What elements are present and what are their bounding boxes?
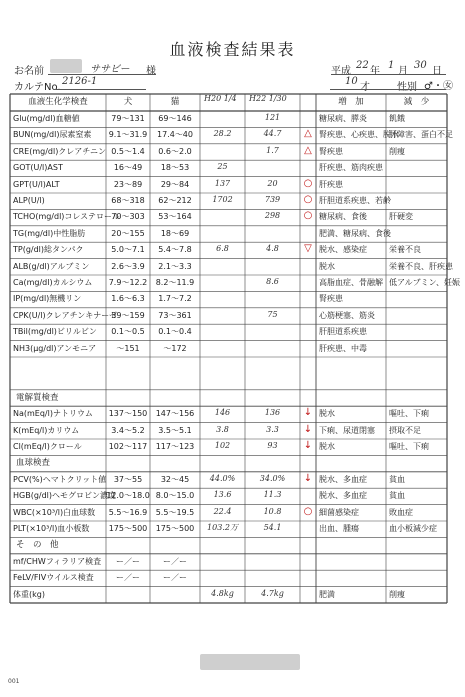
cell-cat-range: ー／ー [163, 573, 187, 583]
cell-increase: 脱水、多血症 [319, 491, 367, 501]
cell-value-date2: 739 [264, 195, 281, 204]
cell-value-date2: 3.3 [266, 424, 279, 434]
cell-value-date1: 102 [214, 441, 231, 450]
col-header-dog: 犬 [123, 97, 133, 107]
cell-cat-range: 18〜69 [160, 228, 190, 238]
cell-decrease: 貧血 [389, 491, 405, 501]
cell-decrease: 貧血 [389, 474, 405, 484]
cell-value-date2: 34.0% [259, 473, 286, 483]
cell-dog-range: 3.4〜5.2 [111, 425, 145, 435]
cell-increase: 脱水 [319, 409, 335, 419]
owner-label: お名前 [14, 66, 44, 77]
cell-decrease: 肝障害、蛋白不足 [389, 130, 453, 140]
cell-flag-mark: ↓ [303, 423, 313, 435]
cell-value-date2: 44.7 [263, 129, 282, 139]
cell-cat-range: 3.5〜5.1 [158, 425, 192, 435]
cell-value-date1: 3.8 [216, 424, 229, 434]
cell-increase: 肝胆道系疾患 [319, 327, 367, 337]
cell-item: TBil(mg/dl)ビリルビン [13, 327, 97, 337]
page-title: 血液検査結果表 [169, 40, 296, 59]
cell-decrease: 嘔吐、下痢 [389, 409, 429, 419]
col-header-decrease: 減 少 [403, 97, 430, 107]
date-day-unit: 日 [432, 66, 442, 77]
col-header-date2: H22 1/30 [249, 94, 287, 103]
cell-item: Cl(mEq/l)クロール [13, 442, 82, 451]
cell-value-date1: 103.2万 [207, 523, 238, 532]
cell-item: TCHO(mg/dl)コレステロール [13, 212, 120, 222]
cell-increase: 脱水、感染症 [319, 245, 367, 255]
cell-value-date1: 1702 [212, 195, 233, 204]
cell-item: PCV(%)ヘマトクリット値 [13, 474, 107, 484]
cell-decrease: 肝硬変 [389, 212, 413, 222]
cell-dog-range: 0.5〜1.4 [111, 146, 145, 156]
cell-decrease: 栄養不良 [389, 245, 421, 255]
cell-cat-range: 117〜123 [155, 442, 195, 451]
cell-item: Na(mEq/l)ナトリウム [13, 409, 93, 419]
chart-number: 2126-1 [62, 76, 98, 87]
cell-value-date2: 20 [267, 178, 278, 188]
cell-value-date1: 4.8kg [211, 588, 234, 598]
cell-decrease: 栄養不良、肝疾患 [389, 261, 453, 271]
cell-item: K(mEq/l)カリウム [13, 425, 80, 435]
cell-cat-range: 29〜84 [160, 179, 190, 189]
cell-item: mf/CHWフィラリア検査 [13, 556, 102, 566]
cell-dog-range: 12.0〜18.0 [106, 491, 150, 501]
cell-item: ALP(U/l) [13, 196, 45, 205]
cell-flag-mark: ↓ [303, 472, 313, 484]
cell-cat-range: 62〜212 [158, 196, 192, 205]
cell-value-date1: 22.4 [213, 506, 232, 516]
cell-decrease: 血小板減少症 [389, 524, 437, 533]
cell-value-date2: 54.1 [263, 523, 282, 532]
cell-flag-mark: ↓ [303, 407, 313, 419]
cell-increase: 下痢、尿道閉塞 [319, 425, 375, 435]
cell-value-date1: 44.0% [209, 473, 236, 483]
cell-value-date2: 4.7kg [261, 588, 284, 598]
cell-dog-range: 20〜155 [111, 228, 145, 238]
cell-dog-range: ー／ー [116, 556, 140, 566]
cell-value-date2: 121 [264, 113, 281, 122]
cell-cat-range: 5.4〜7.8 [158, 245, 192, 255]
cell-cat-range: 53〜164 [158, 212, 192, 222]
cell-value-date2: 11.3 [263, 490, 282, 500]
cell-increase: 心筋梗塞、筋炎 [319, 310, 375, 320]
cell-decrease: 嘔吐、下痢 [389, 442, 429, 451]
cell-dog-range: 70〜303 [111, 212, 145, 222]
col-header-increase: 増 加 [338, 97, 364, 107]
cell-cat-range: 0.6〜2.0 [158, 146, 192, 156]
cell-cat-range: 〜172 [163, 343, 187, 353]
cell-increase: 細菌感染症 [319, 507, 359, 517]
cell-flag-mark: ↓ [303, 440, 313, 451]
date-day: 30 [414, 60, 427, 71]
cell-increase: 出血、腫瘍 [319, 524, 359, 533]
cell-increase: 肥満、糖尿病、食後 [319, 228, 391, 238]
cell-increase: 糖尿病、膵炎 [319, 114, 367, 123]
cell-dog-range: 7.9〜12.2 [108, 278, 148, 287]
chart-label: カルテNo. [14, 82, 61, 93]
sex-label: 性別 [397, 82, 417, 93]
cell-dog-range: 68〜318 [111, 196, 145, 205]
cell-flag-mark: ○ [303, 177, 313, 189]
cell-value-date2: 8.6 [266, 277, 279, 286]
cell-item: Glu(mg/dl)血糖値 [13, 114, 80, 123]
cell-item: NH3(μg/dl)アンモニア [13, 343, 97, 353]
cell-flag-mark: ○ [303, 505, 313, 517]
cell-item: CRE(mg/dl)クレアチニン [13, 146, 106, 156]
cell-increase: 肝疾患、筋肉疾患 [319, 163, 383, 173]
cell-value-date2: 136 [264, 408, 281, 418]
section-header: 電解質検査 [16, 392, 59, 403]
cell-decrease: 低アルブミン、妊娠 [389, 278, 461, 287]
cell-item: PLT(×10³/l)血小板数 [13, 524, 90, 533]
cell-item: 体重(kg) [13, 589, 45, 599]
cell-dog-range: 〜151 [116, 343, 140, 353]
cell-decrease: 削痩 [389, 589, 405, 599]
age-value: 10 [345, 76, 358, 87]
cell-increase: 高脂血症、骨融解 [319, 278, 383, 287]
cell-value-date1: 25 [217, 162, 228, 172]
cell-dog-range: 175〜500 [108, 524, 148, 533]
cell-dog-range: 5.0〜7.1 [111, 245, 145, 255]
redacted-footer-block [200, 654, 300, 670]
cell-dog-range: 5.5〜16.9 [108, 507, 148, 517]
cell-item: IP(mg/dl)無機リン [13, 294, 82, 304]
cell-item: ALB(g/dl)アルブミン [13, 261, 90, 271]
cell-increase: 肝疾患、中毒 [319, 343, 367, 353]
cell-item: GPT(U/l)ALT [13, 179, 60, 189]
cell-increase: 糖尿病、食後 [319, 212, 367, 222]
cell-cat-range: 18〜53 [160, 163, 190, 173]
cell-cat-range: 8.0〜15.0 [155, 491, 195, 501]
cell-increase: 脱水 [319, 261, 335, 271]
cell-item: TG(mg/dl)中性脂肪 [13, 228, 86, 238]
cell-item: Ca(mg/dl)カルシウム [13, 278, 93, 287]
cell-dog-range: 2.6〜3.9 [111, 261, 145, 271]
cell-cat-range: 2.1〜3.3 [158, 261, 192, 271]
cell-decrease: 削痩 [389, 146, 405, 156]
date-year: 22 [356, 60, 369, 71]
cell-dog-range: 23〜89 [113, 179, 143, 189]
cell-value-date2: 93 [267, 441, 278, 450]
cell-value-date1: 13.6 [213, 490, 232, 500]
sex-value: ♂・㊛ [424, 81, 453, 92]
cell-cat-range: 0.1〜0.4 [158, 327, 192, 337]
section-header: 血球検査 [16, 458, 51, 469]
cell-item: WBC(×10³/l)白血球数 [13, 507, 96, 517]
cell-increase: 腎疾患、心疾患、脱水 [319, 130, 399, 140]
cell-decrease: 敗血症 [389, 507, 413, 517]
section-header: そ の 他 [16, 540, 59, 551]
cell-value-date1: 6.8 [216, 244, 229, 254]
date-month: 1 [388, 60, 395, 71]
cell-item: BUN(mg/dl)尿素窒素 [13, 130, 92, 140]
cell-value-date2: 4.8 [266, 244, 279, 254]
footer-code: 001 [8, 678, 20, 685]
cell-increase: 脱水 [319, 442, 335, 451]
cell-dog-range: ー／ー [116, 573, 140, 583]
cell-flag-mark: ▽ [304, 243, 312, 255]
cell-item: FeLV/FIVウイルス検査 [13, 573, 94, 583]
cell-cat-range: 32〜45 [160, 474, 190, 484]
owner-suffix: 様 [146, 66, 156, 77]
cell-dog-range: 0.1〜0.5 [111, 327, 145, 337]
cell-increase: 肥満 [319, 589, 335, 599]
cell-cat-range: 5.5〜19.5 [155, 507, 195, 517]
cell-flag-mark: △ [304, 144, 312, 156]
cell-cat-range: 175〜500 [155, 524, 195, 533]
cell-cat-range: 8.2〜11.9 [155, 278, 195, 287]
cell-increase: 肝疾患 [319, 179, 343, 189]
cell-increase: 肝胆道系疾患、若齢 [319, 196, 391, 205]
cell-decrease: 飢餓 [389, 114, 405, 123]
cell-cat-range: 1.7〜7.2 [158, 294, 192, 304]
date-year-unit: 年 [370, 66, 380, 77]
cell-dog-range: 39〜159 [111, 310, 145, 320]
cell-value-date1: 137 [214, 178, 231, 188]
cell-item: CPK(U/l)クレアチンキナーゼ [13, 310, 118, 320]
cell-dog-range: 137〜150 [108, 409, 148, 419]
date-era: 平成 [331, 66, 351, 77]
cell-cat-range: 147〜156 [155, 409, 195, 419]
cell-dog-range: 37〜55 [113, 474, 143, 484]
cell-flag-mark: ○ [303, 194, 313, 205]
cell-increase: 腎疾患 [319, 146, 343, 156]
cell-dog-range: 16〜49 [113, 163, 143, 173]
col-header-item: 血液生化学検査 [28, 97, 88, 107]
cell-value-date1: 28.2 [213, 129, 232, 139]
date-month-unit: 月 [398, 66, 408, 77]
cell-value-date2: 10.8 [263, 506, 282, 516]
cell-increase: 脱水、多血症 [319, 474, 367, 484]
cell-value-date1: 146 [214, 408, 231, 418]
cell-cat-range: ー／ー [163, 556, 187, 566]
cell-dog-range: 102〜117 [108, 442, 148, 451]
cell-flag-mark: ○ [303, 210, 313, 222]
cell-flag-mark: △ [304, 128, 312, 140]
cell-value-date2: 75 [267, 309, 278, 319]
cell-value-date2: 298 [264, 211, 281, 221]
cell-increase: 腎疾患 [319, 294, 343, 304]
cell-dog-range: 9.1〜31.9 [108, 130, 148, 140]
cell-item: HGB(g/dl)ヘモグロビン濃度 [13, 491, 117, 501]
cell-item: TP(g/dl)総タンパク [13, 245, 84, 255]
age-unit: 才 [360, 82, 370, 93]
cell-item: GOT(U/l)AST [13, 163, 63, 173]
cell-cat-range: 17.4〜40 [157, 130, 193, 140]
cell-dog-range: 79〜131 [111, 114, 145, 123]
cell-value-date2: 1.7 [266, 145, 279, 155]
owner-name: ササビー [90, 64, 130, 75]
cell-dog-range: 1.6〜6.3 [111, 294, 145, 304]
col-header-date1: H20 1/4 [204, 94, 237, 103]
cell-cat-range: 69〜146 [158, 114, 192, 123]
cell-decrease: 摂取不足 [389, 425, 421, 435]
col-header-cat: 猫 [170, 97, 180, 107]
cell-cat-range: 73〜361 [158, 310, 192, 320]
